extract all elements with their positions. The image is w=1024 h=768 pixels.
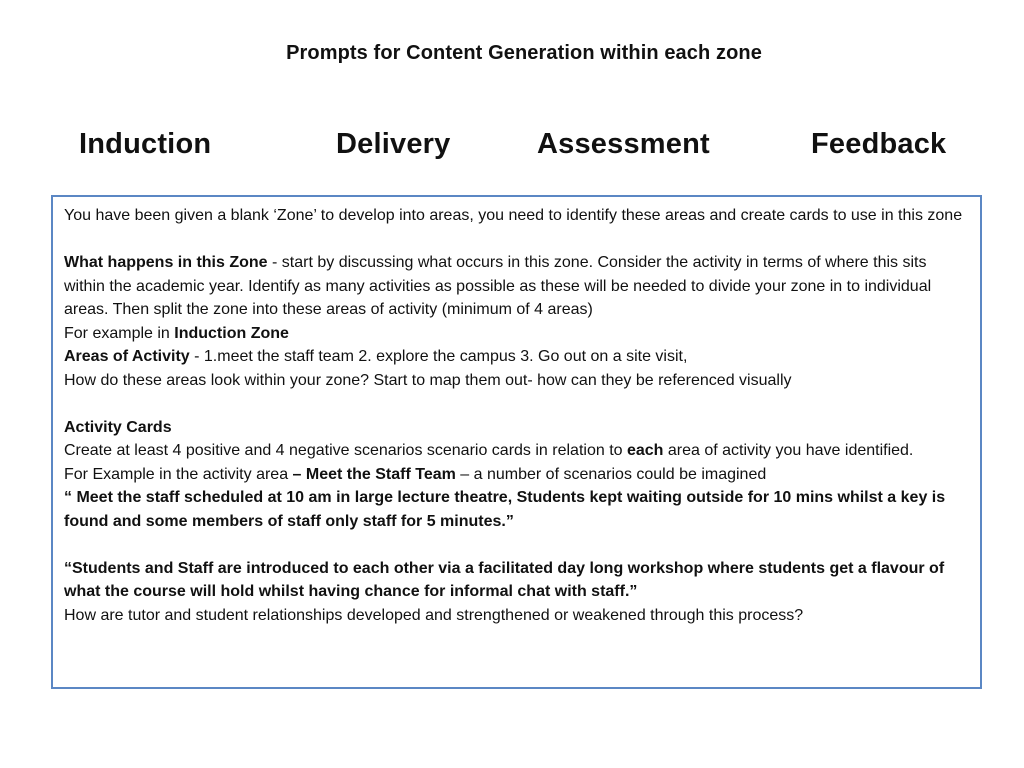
spacer [64, 392, 968, 416]
cards-text-before: Create at least 4 positive and 4 negative scenarios scenario cards in relation to [64, 442, 627, 459]
example-line [64, 322, 968, 346]
spacer [64, 533, 968, 557]
example-area-line [64, 463, 968, 487]
example-prefix: For example in [64, 324, 175, 342]
example-zone: Induction Zone [174, 324, 289, 342]
areas-text: - 1.meet the staff team 2. explore the campus 3. Go out on a site visit, [189, 348, 688, 365]
scenario-1 [64, 486, 968, 533]
cards-heading [64, 416, 968, 440]
scenario-2-text: “Students and Staff are introduced to each other via a facilitated day long workshop where students get a flavour of what the course will hold whilst having chance for informal chat with staff.” [64, 559, 945, 600]
example-area-suffix: – a number of scenarios could be imagined [455, 465, 767, 483]
zone-heading-assessment: Assessment [537, 128, 710, 160]
zone-heading-delivery: Delivery [336, 128, 451, 160]
closing-question: How are tutor and student relationships developed and strengthened or weakened through this process? [64, 606, 804, 624]
spacer [64, 228, 968, 252]
scenario-1-text: “ Meet the staff scheduled at 10 am in large lecture theatre, Students kept waiting outside for 10 mins whilst a key is found and some members of staff only staff for 5 minutes.” [64, 489, 946, 530]
instructions-box [51, 195, 982, 689]
what-happens-paragraph [64, 251, 968, 322]
areas-line [64, 345, 968, 369]
scenario-2 [64, 557, 968, 604]
example-area-prefix: For Example in the activity area [64, 465, 293, 483]
cards-text-after: area of activity you have identified. [663, 442, 914, 459]
areas-question: How do these areas look within your zone? Start to map them out- how can they be referenced visually [64, 371, 792, 389]
page-title: Prompts for Content Generation within each zone [286, 42, 762, 64]
example-area-bold: – Meet the Staff Team [292, 465, 456, 483]
cards-heading-text: Activity Cards [64, 418, 172, 436]
cards-text-bold: each [626, 442, 664, 459]
areas-heading: Areas of Activity [64, 348, 190, 365]
zone-headings [0, 128, 1024, 168]
cards-paragraph [64, 439, 968, 463]
zone-heading-induction: Induction [79, 128, 212, 160]
intro-paragraph: You have been given a blank ‘Zone’ to develop into areas, you need to identify these areas and create cards to use in this zone [64, 207, 963, 224]
zone-heading-feedback: Feedback [811, 128, 947, 160]
what-happens-heading: What happens in this Zone [64, 254, 268, 271]
what-happens-text: - start by discussing what occurs in this zone. Consider the activity in terms of where this sits within the academic year. Identify as many activities as possible as these will be needed to divide your zone in to individual areas. Then split the zone into these areas of activity (minimum of 4 areas) [64, 254, 932, 318]
